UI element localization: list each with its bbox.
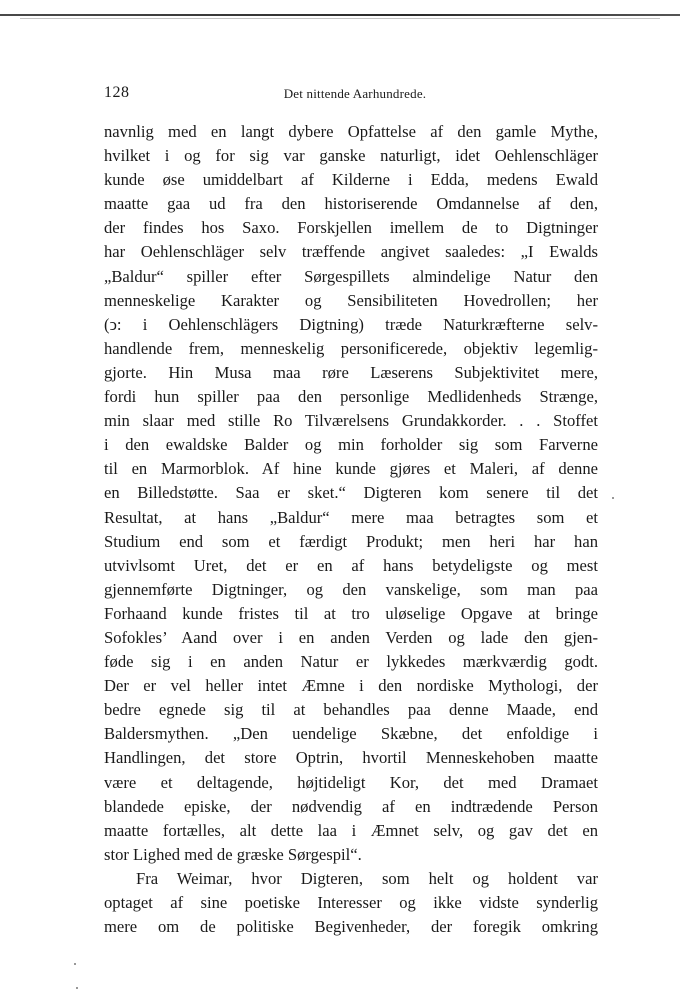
top-edge-shadow (20, 18, 660, 19)
body-text (104, 120, 598, 939)
text-line: utvivlsomt Uret, det er en af hans betydeligste og mest (104, 555, 598, 575)
text-line: optaget af sine poetiske Interesser og ikke vidste synderlig (104, 893, 598, 912)
text-line: min slaar med stille Ro Tilværelsens Grundakkorder. . . Stoffet (104, 411, 598, 431)
text-line: „Baldur“ spiller efter Sørgespillets almindelige Natur den (104, 266, 598, 286)
paper-speck (74, 963, 76, 965)
paper-speck (612, 497, 614, 499)
text-line: Der er vel heller intet Æmne i den nordiske Mythologi, der (104, 676, 598, 696)
text-line: bedre egnede sig til at behandles paa denne Maade, end (104, 700, 598, 720)
text-line: fordi hun spiller paa den personlige Medlidenheds Strænge, (104, 387, 598, 407)
text-line: mere om de politiske Begivenheder, der foregik omkring (104, 917, 598, 937)
text-line: Handlingen, det store Optrin, hvortil Menneskehoben maatte (104, 748, 598, 768)
text-line-paragraph-start: Fra Weimar, hvor Digteren, som helt og holdent var (136, 868, 598, 888)
text-line: Resultat, at hans „Baldur“ mere maa betragtes som et (104, 507, 598, 527)
text-line: maatte gaa ud fra den historiserende Omdannelse af den, (104, 194, 598, 214)
text-line: navnlig med en langt dybere Opfattelse af den gamle Mythe, (104, 122, 598, 141)
text-line: (ↄ: i Oehlenschlägers Digtning) træde Naturkræfterne selv- (104, 314, 598, 334)
text-line: i den ewaldske Balder og min forholder sig som Farverne (104, 435, 598, 455)
text-line: stor Lighed med de græske Sørgespil“. (104, 844, 362, 864)
text-line: maatte fortælles, alt dette laa i Æmnet selv, og gav det en (104, 820, 598, 840)
text-line: handlende frem, menneskelig personificerede, objektiv legemlig- (104, 338, 598, 358)
text-line: en Billedstøtte. Saa er sket.“ Digteren kom senere til det (104, 483, 598, 503)
page-number: 128 (104, 84, 130, 101)
text-line: Sofokles’ Aand over i en anden Verden og lade den gjen- (104, 627, 598, 647)
text-line: Studium end som et færdigt Produkt; men heri har han (104, 531, 598, 551)
text-line: være et deltagende, højtideligt Kor, det med Dramaet (104, 772, 598, 792)
text-line: har Oehlenschläger selv træffende angivet saaledes: „I Ewalds (104, 242, 598, 262)
text-line: der findes hos Saxo. Forskjellen imellem de to Digtninger (104, 218, 598, 238)
text-line: Forhaand kunde fristes til at tro uløselige Opgave at bringe (104, 603, 598, 623)
running-head (104, 84, 598, 106)
text-line: gjorte. Hin Musa maa røre Læserens Subjektivitet mere, (104, 362, 598, 382)
text-line: kunde øse umiddelbart af Kilderne i Edda, medens Ewald (104, 170, 598, 190)
paper-speck (76, 987, 78, 989)
text-line: hvilket i og for sig var ganske naturligt, idet Oehlenschläger (104, 146, 598, 166)
text-line: til en Marmorblok. Af hine kunde gjøres et Maleri, af denne (104, 459, 598, 479)
top-edge-rule (0, 14, 680, 16)
text-line: gjennemførte Digtninger, og den vanskelige, som man paa (104, 579, 598, 599)
text-line: Baldersmythen. „Den uendelige Skæbne, det enfoldige i (104, 724, 598, 744)
running-title: Det nittende Aarhundrede. (283, 86, 427, 101)
text-line: blandede episke, der nødvendig af en indtrædende Person (104, 796, 598, 816)
text-line: føde sig i en anden Natur er lykkedes mærkværdig godt. (104, 652, 598, 672)
text-line: menneskelige Karakter og Sensibiliteten Hovedrollen; her (104, 290, 598, 310)
